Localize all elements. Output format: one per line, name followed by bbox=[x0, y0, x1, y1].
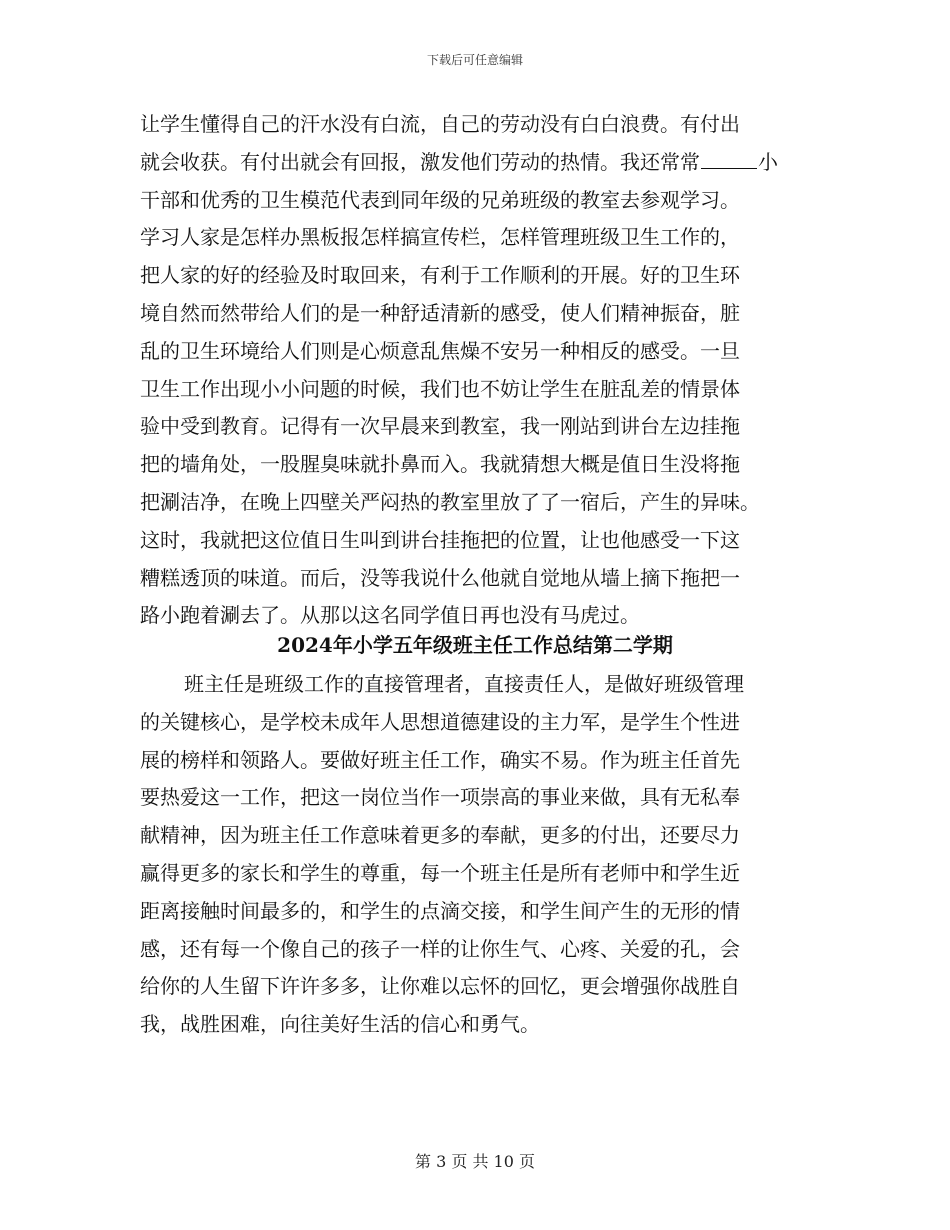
text-line: 路小跑着涮去了。从那以这名同学值日再也没有马虎过。 bbox=[140, 603, 640, 628]
page-footer: 第 3 页 共 10 页 bbox=[415, 1152, 535, 1171]
text-line: 我，战胜困难，向往美好生活的信心和勇气。 bbox=[140, 1012, 540, 1037]
text-line: 把人家的好的经验及时取回来，有利于工作顺利的开展。好的卫生环 bbox=[140, 263, 740, 288]
text-segment: 就会收获。有付出就会有回报，激发他们劳动的热情。我还常常 bbox=[140, 149, 700, 174]
text-line: 距离接触时间最多的，和学生的点滴交接，和学生间产生的无形的情 bbox=[140, 898, 740, 923]
text-line: 给你的人生留下许许多多，让你难以忘怀的回忆，更会增强你战胜自 bbox=[140, 974, 740, 999]
text-line: 糟糕透顶的味道。而后，没等我说什么他就自觉地从墙上摘下拖把一 bbox=[140, 565, 740, 590]
text-line: 学习人家是怎样办黑板报怎样搞宣传栏，怎样管理班级卫生工作的， bbox=[140, 225, 740, 250]
text-line: 赢得更多的家长和学生的尊重，每一个班主任是所有老师中和学生近 bbox=[140, 860, 740, 885]
text-line: 让学生懂得自己的汗水没有白流，自己的劳动没有白白浪费。有付出 bbox=[140, 112, 740, 136]
text-line: 把涮洁净，在晚上四壁关严闷热的教室里放了了一宿后，产生的异味。 bbox=[140, 489, 760, 514]
text-line: 这时，我就把这位值日生叫到讲台挂拖把的位置，让也他感受一下这 bbox=[140, 527, 740, 552]
text-line: 验中受到教育。记得有一次早晨来到教室，我一刚站到讲台左边挂拖 bbox=[140, 414, 740, 439]
text-line: 境自然而然带给人们的是一种舒适清新的感受，使人们精神振奋，脏 bbox=[140, 300, 740, 325]
section-title: 2024年小学五年级班主任工作总结第二学期 bbox=[277, 633, 673, 657]
text-line: 卫生工作出现小小问题的时候，我们也不妨让学生在脏乱差的情景体 bbox=[140, 376, 740, 401]
text-line bbox=[140, 144, 820, 182]
text-line: 要热爱这一工作，把这一岗位当作一项崇高的事业来做，具有无私奉 bbox=[140, 785, 740, 810]
text-line: 乱的卫生环境给人们则是心烦意乱焦燥不安另一种相反的感受。一旦 bbox=[140, 338, 740, 363]
text-line: 班主任是班级工作的直接管理者，直接责任人，是做好班级管理 bbox=[184, 672, 744, 696]
text-segment: 小 bbox=[758, 149, 778, 174]
body-paragraph-1 bbox=[140, 106, 820, 635]
text-line: 把的墙角处，一股腥臭味就扑鼻而入。我就猜想大概是值日生没将拖 bbox=[140, 452, 740, 477]
page-header: 下载后可任意编辑 bbox=[426, 53, 523, 67]
body-paragraph-2 bbox=[140, 666, 820, 1044]
fill-in-blank bbox=[701, 146, 757, 169]
text-line: 献精神，因为班主任工作意味着更多的奉献，更多的付出，还要尽力 bbox=[140, 823, 740, 848]
text-line: 干部和优秀的卫生模范代表到同年级的兄弟班级的教室去参观学习。 bbox=[140, 187, 740, 212]
text-line: 的关键核心，是学校未成年人思想道德建设的主力军，是学生个性进 bbox=[140, 709, 740, 734]
text-line: 感，还有每一个像自己的孩子一样的让你生气、心疼、关爱的孔，会 bbox=[140, 936, 740, 961]
text-line: 展的榜样和领路人。要做好班主任工作，确实不易。作为班主任首先 bbox=[140, 747, 740, 772]
